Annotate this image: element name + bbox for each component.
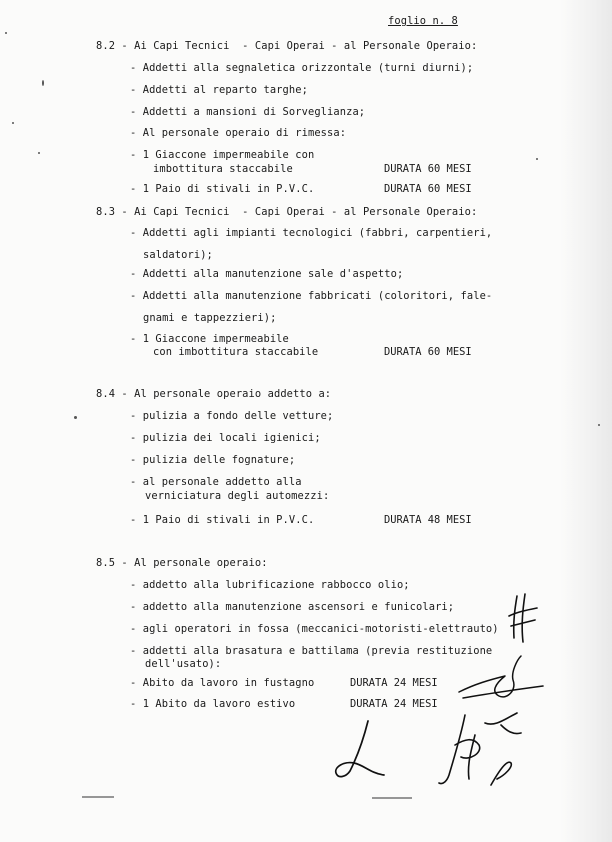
list-item: - pulizia dei locali igienici; — [130, 432, 321, 444]
section-heading-8-2: 8.2 - Ai Capi Tecnici - Capi Operai - al Personale Operaio: — [96, 40, 478, 52]
scan-smudge — [372, 797, 412, 799]
scan-speck — [12, 122, 14, 124]
list-item: - addetto alla lubrificazione rabbocco olio; — [130, 579, 410, 591]
list-item: - addetto alla manutenzione ascensori e funicolari; — [130, 601, 455, 613]
section-heading-8-3: 8.3 - Ai Capi Tecnici - Capi Operai - al Personale Operaio: — [96, 206, 478, 218]
list-item: - Addetti al reparto targhe; — [130, 84, 308, 96]
list-item: - Addetti alla segnaletica orizzontale (turni diurni); — [130, 62, 474, 74]
page-edge-shadow — [560, 0, 612, 842]
scan-smudge — [82, 796, 114, 798]
duration-label: DURATA 24 MESI — [350, 677, 438, 689]
list-item: - Al personale operaio di rimessa: — [130, 127, 347, 139]
handwritten-signature-bottom-left — [330, 715, 390, 787]
list-item-continuation: saldatori); — [143, 249, 213, 261]
scan-speck — [74, 416, 77, 419]
garment-item-line2: con imbottitura staccabile — [153, 346, 319, 358]
page-number: foglio n. 8 — [388, 15, 458, 27]
garment-item: - 1 Paio di stivali in P.V.C. — [130, 183, 315, 195]
list-item: - addetti alla brasatura e battilama (previa restituzione — [130, 645, 493, 657]
list-item-continuation: gnami e tappezzieri); — [143, 312, 277, 324]
garment-item-line2: imbottitura staccabile — [153, 163, 293, 175]
duration-label: DURATA 60 MESI — [384, 183, 472, 195]
list-item: - Addetti agli impianti tecnologici (fabbri, carpentieri, — [130, 227, 493, 239]
scan-speck — [598, 424, 600, 426]
garment-item: - Abito da lavoro in fustagno — [130, 677, 315, 689]
garment-item: - 1 Abito da lavoro estivo — [130, 698, 296, 710]
list-item: - pulizia a fondo delle vetture; — [130, 410, 334, 422]
scan-speck — [536, 158, 538, 160]
list-item-continuation: dell'usato): — [145, 658, 222, 670]
garment-item: - 1 Giaccone impermeabile — [130, 333, 289, 345]
list-item: - al personale addetto alla — [130, 476, 302, 488]
list-item: - Addetti alla manutenzione sale d'aspetto; — [130, 268, 404, 280]
duration-label: DURATA 24 MESI — [350, 698, 438, 710]
scan-speck — [42, 80, 44, 86]
list-item: - Addetti alla manutenzione fabbricati (coloritori, fale- — [130, 290, 493, 302]
handwritten-signature-bottom-right — [425, 705, 535, 793]
section-heading-8-4: 8.4 - Al personale operaio addetto a: — [96, 388, 332, 400]
duration-label: DURATA 60 MESI — [384, 163, 472, 175]
scan-speck — [5, 32, 7, 34]
list-item: - agli operatori in fossa (meccanici-motoristi-elettrauto) — [130, 623, 499, 635]
garment-item: - 1 Giaccone impermeabile con — [130, 149, 315, 161]
handwritten-initials-right — [505, 590, 541, 648]
duration-label: DURATA 60 MESI — [384, 346, 472, 358]
duration-label: DURATA 48 MESI — [384, 514, 472, 526]
section-heading-8-5: 8.5 - Al personale operaio: — [96, 557, 268, 569]
list-item: - Addetti a mansioni di Sorveglianza; — [130, 106, 366, 118]
garment-item: - 1 Paio di stivali in P.V.C. — [130, 514, 315, 526]
scan-speck — [38, 152, 40, 154]
list-item-continuation: verniciatura degli automezzi: — [145, 490, 330, 502]
list-item: - pulizia delle fognature; — [130, 454, 296, 466]
